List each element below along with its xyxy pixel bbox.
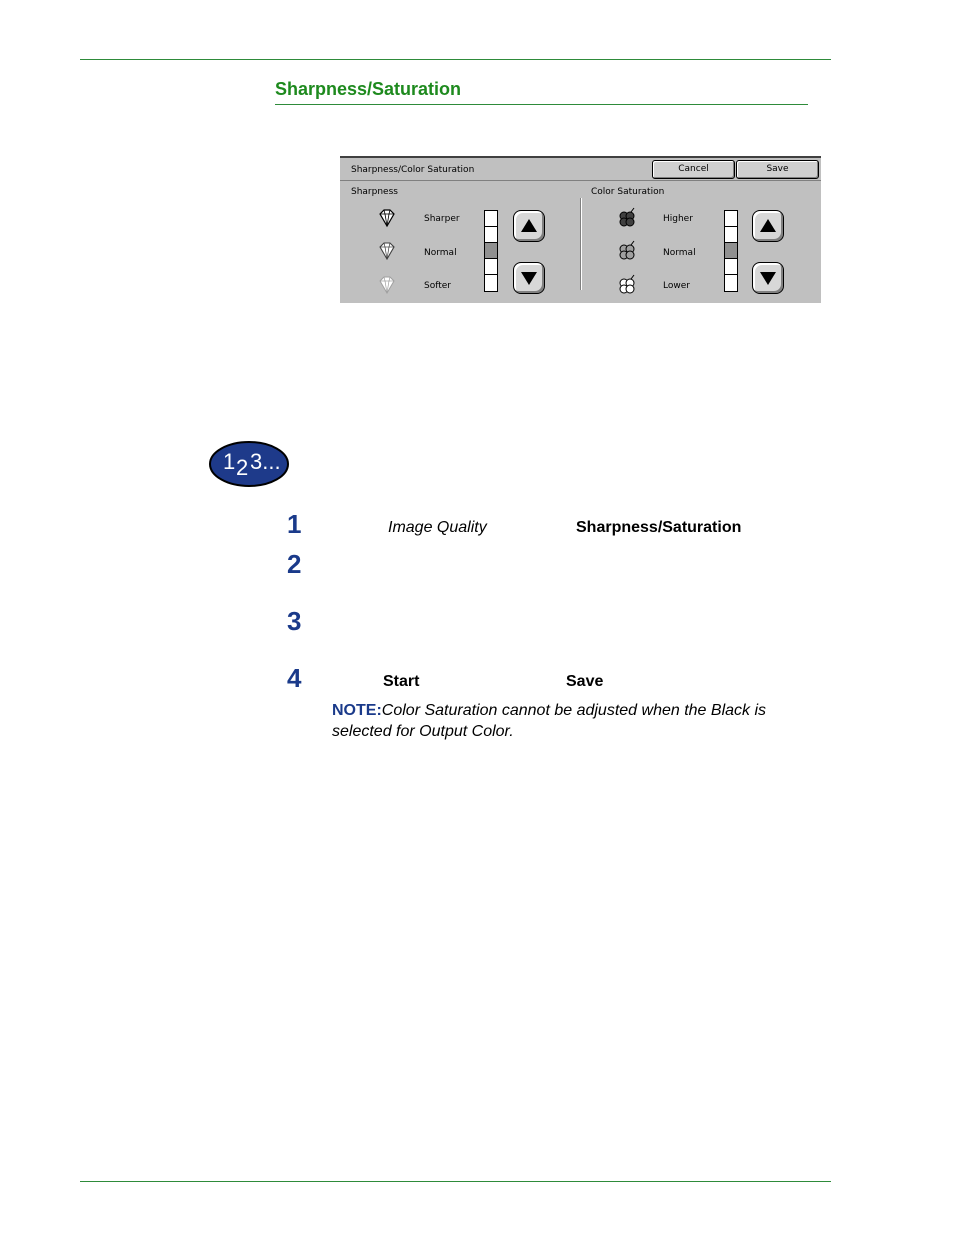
sharpness-up-button[interactable]	[513, 210, 545, 242]
flower-icon	[616, 240, 638, 262]
saturation-level-indicator	[724, 210, 738, 292]
diamond-icon	[376, 274, 398, 296]
level-cell	[485, 259, 497, 275]
step-1-sharpness-saturation: Sharpness/Saturation	[576, 519, 742, 536]
flower-icon	[616, 274, 638, 296]
diamond-icon	[376, 240, 398, 262]
level-cell	[485, 243, 497, 259]
option-saturation-normal: Normal	[663, 248, 696, 258]
saturation-up-button[interactable]	[752, 210, 784, 242]
sharpness-level-indicator	[484, 210, 498, 292]
steps-badge-icon	[209, 440, 291, 488]
level-cell	[725, 211, 737, 227]
flower-icon	[616, 207, 638, 229]
arrow-up-icon	[757, 215, 779, 237]
option-sharpness-normal: Normal	[424, 248, 457, 258]
level-cell	[725, 275, 737, 291]
section-title: Sharpness/Saturation	[275, 79, 462, 99]
color-saturation-label: Color Saturation	[591, 187, 665, 197]
bottom-rule	[80, 1181, 831, 1182]
sharpness-down-button[interactable]	[513, 262, 545, 294]
level-cell	[725, 259, 737, 275]
level-cell	[725, 227, 737, 243]
dialog-title: Sharpness/Color Saturation	[351, 165, 475, 175]
arrow-down-icon	[757, 267, 779, 289]
level-cell	[485, 211, 497, 227]
diamond-icon	[376, 207, 398, 229]
option-softer: Softer	[424, 281, 451, 291]
cancel-button[interactable]: Cancel	[652, 160, 735, 179]
saturation-down-button[interactable]	[752, 262, 784, 294]
step-1-image-quality: Image Quality	[388, 519, 487, 536]
option-lower: Lower	[663, 281, 690, 291]
option-sharper: Sharper	[424, 214, 460, 224]
level-cell	[485, 275, 497, 291]
save-button[interactable]: Save	[736, 160, 819, 179]
dialog-titlebar	[340, 158, 821, 181]
badge-digit-2: 2	[236, 455, 249, 480]
step-number-4: 4	[287, 663, 302, 693]
step-number-1: 1	[287, 509, 302, 539]
level-cell	[725, 243, 737, 259]
arrow-down-icon	[518, 267, 540, 289]
step-number-3: 3	[287, 606, 302, 636]
step-4-start: Start	[383, 673, 420, 690]
level-cell	[485, 227, 497, 243]
note-text: Color Saturation cannot be adjusted when the Black is selected for Output Color.	[332, 702, 767, 740]
note	[332, 700, 812, 742]
badge-digit-3: 3...	[250, 449, 281, 474]
panel-divider	[580, 198, 582, 290]
option-higher: Higher	[663, 214, 693, 224]
step-4-save: Save	[566, 673, 604, 690]
note-label: NOTE:	[332, 702, 382, 719]
sharpness-label: Sharpness	[351, 187, 398, 197]
badge-digit-1: 1	[223, 449, 236, 474]
sharpness-saturation-dialog	[340, 156, 821, 303]
top-rule	[80, 59, 831, 60]
section-rule	[275, 104, 808, 105]
arrow-up-icon	[518, 215, 540, 237]
step-number-2: 2	[287, 549, 302, 579]
